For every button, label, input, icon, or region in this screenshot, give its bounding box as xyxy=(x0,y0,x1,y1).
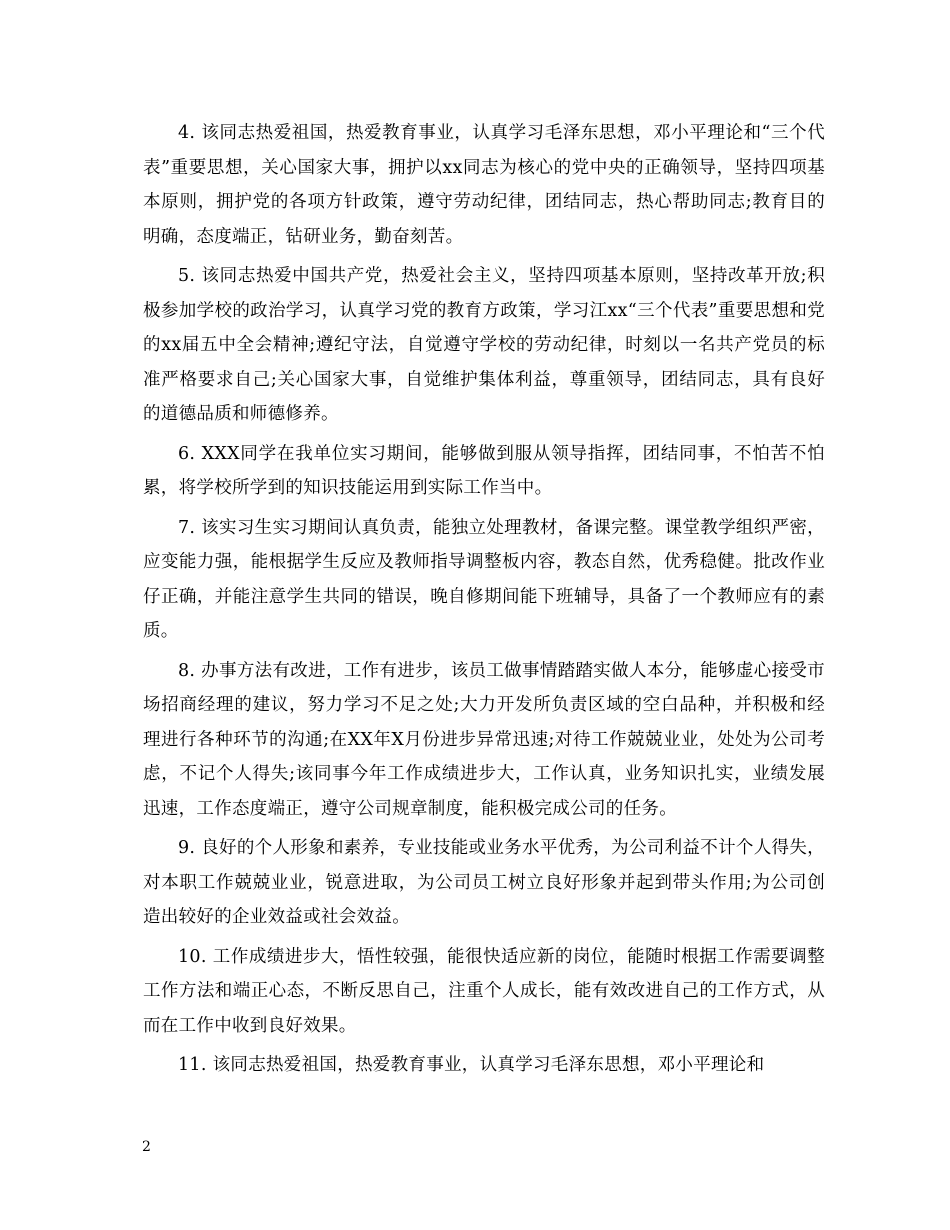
paragraph-7: 7. 该实习生实习期间认真负责，能独立处理教材，备课完整。课堂教学组织严密，应变能力强，能根据学生反应及教师指导调整板内容，教态自然，优秀稳健。批改作业仔正确，并能注意学生共同的错误，晚自修期间能下班辅导，具备了一个教师应有的素质。 xyxy=(143,517,825,641)
paragraph-9: 9. 良好的个人形象和素养，专业技能或业务水平优秀，为公司利益不计个人得失，对本职工作兢兢业业，锐意进取，为公司员工树立良好形象并起到带头作用;为公司创造出较好的企业效益或社会效益。 xyxy=(143,838,825,927)
document-body xyxy=(143,116,825,1088)
paragraph-4: 4. 该同志热爱祖国，热爱教育事业，认真学习毛泽东思想，邓小平理论和“三个代表”重要思想，关心国家大事，拥护以xx同志为核心的党中央的正确领导，坚持四项基本原则，拥护党的各项方针政策，遵守劳动纪律，团结同志，热心帮助同志;教育目的明确，态度端正，钻研业务，勤奋刻苦。 xyxy=(143,123,825,247)
paragraph-6: 6. XXX同学在我单位实习期间，能够做到服从领导指挥，团结同事，不怕苦不怕累，将学校所学到的知识技能运用到实际工作当中。 xyxy=(143,443,825,498)
paragraph-8: 8. 办事方法有改进，工作有进步，该员工做事情踏踏实做人本分，能够虚心接受市场招商经理的建议，努力学习不足之处;大力开发所负责区域的空白品种，并积极和经理进行各种环节的沟通;在XX年X月份进步异常迅速;对待工作兢兢业业，处处为公司考虑，不记个人得失;该同事今年工作成绩进步大，工作认真，业务知识扎实，业绩发展迅速，工作态度端正，遵守公司规章制度，能积极完成公司的任务。 xyxy=(143,660,825,819)
paragraph-11: 11. 该同志热爱祖国，热爱教育事业，认真学习毛泽东思想，邓小平理论和 xyxy=(178,1055,765,1075)
page-number: 2 xyxy=(142,1139,151,1155)
paragraph-5: 5. 该同志热爱中国共产党，热爱社会主义，坚持四项基本原则，坚持改革开放;积极参加学校的政治学习，认真学习党的教育方政策，学习江xx“三个代表”重要思想和党的xx届五中全会精神;遵纪守法，自觉遵守学校的劳动纪律，时刻以一名共产党员的标准严格要求自己;关心国家大事，自觉维护集体利益，尊重领导，团结同志，具有良好的道德品质和师德修养。 xyxy=(143,266,825,424)
paragraph-10: 10. 工作成绩进步大，悟性较强，能很快适应新的岗位，能随时根据工作需要调整工作方法和端正心态，不断反思自己，注重个人成长，能有效改进自己的工作方式，从而在工作中收到良好效果。 xyxy=(143,946,825,1036)
